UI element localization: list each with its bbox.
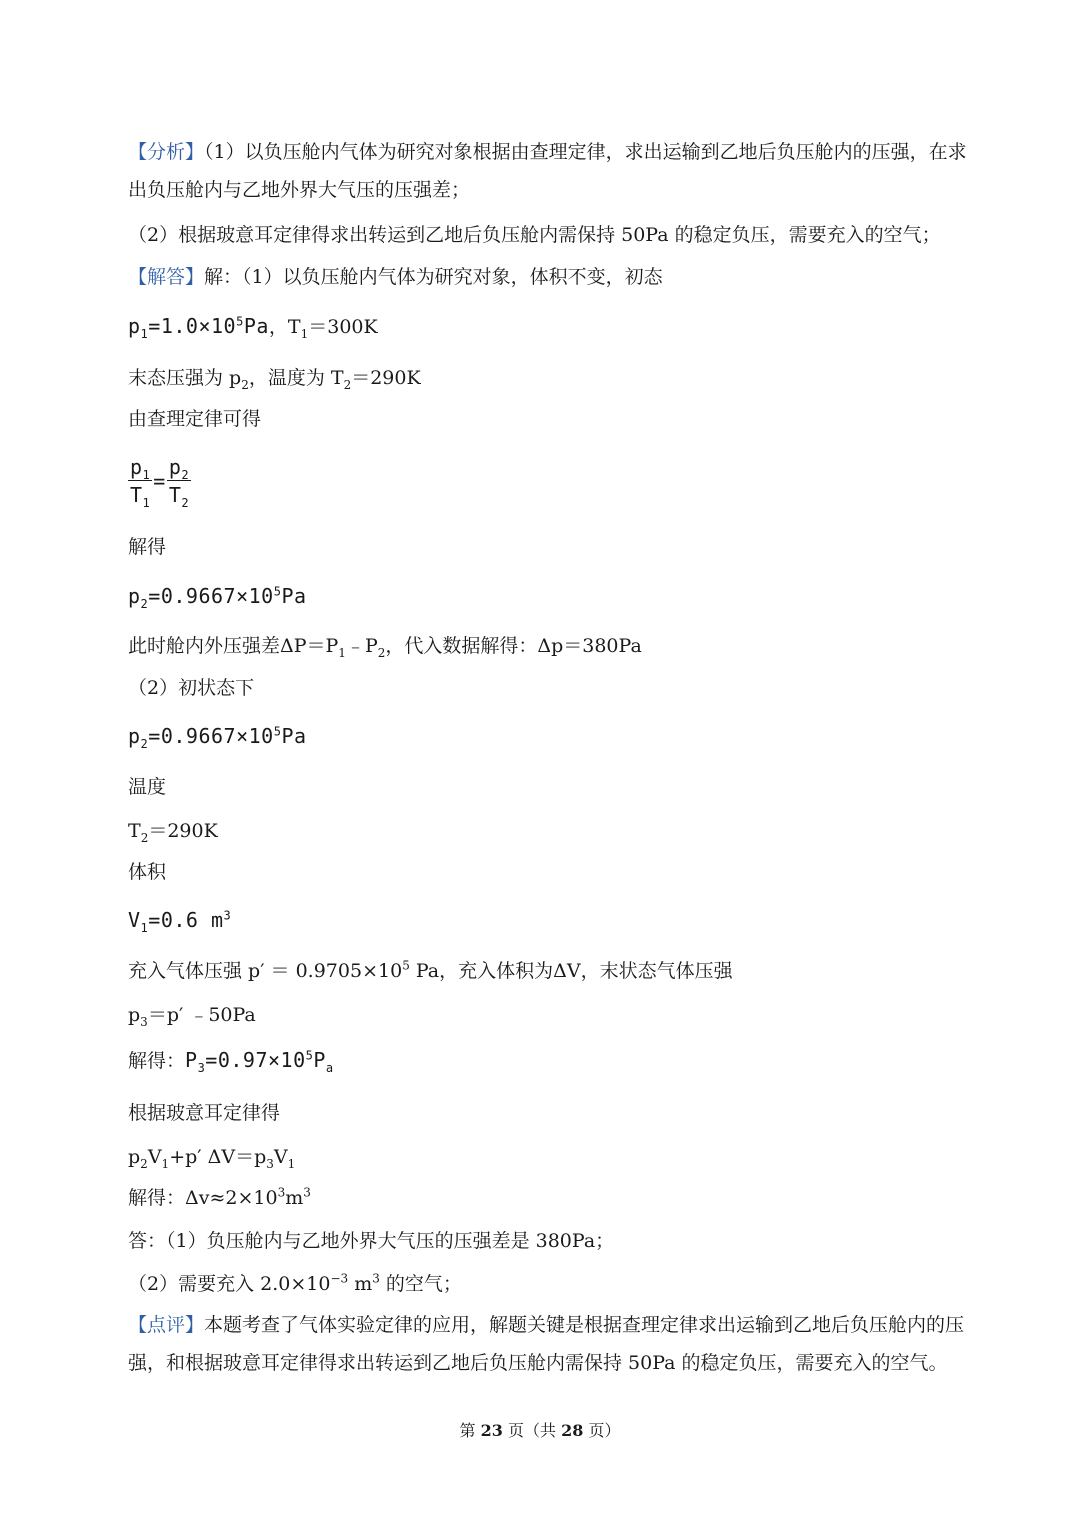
p2-initial-equation: $p_2=0.9667\times 10^5Pa$ [128,724,307,751]
answer-1: 答：（1）负压舱内与乙地外界大气压的压强差是 380Pa； [128,1230,615,1252]
boyle-equation: $p_2V_1+p'$ $\Delta V=p_3V_1$ [128,1146,296,1171]
t2-equation: $T_2=290K$ [128,820,218,845]
pressure-difference-line: 此时舱内外压强差$\Delta P=P_1﹣P_2$，代入数据解得：Δp＝380Pa [128,635,642,660]
analysis-tag: 【分析】 [128,141,205,163]
boyle-law-line: 根据玻意耳定律得 [128,1102,281,1124]
final-state-line: 末态压强为 $p_2$，温度为 $T_2=290K$ [128,367,421,392]
p3-result-line: 解得：$P_3=0.97\times 10^5P_a$ [128,1048,334,1075]
fraction-right: $\frac{p_2}{T_2}$ [168,455,190,510]
analysis-text-2: （2）根据玻意耳定律得求出转运到乙地后负压舱内需保持 50Pa 的稳定负压，需要充入的空气； [128,224,941,246]
answer-2: （2）需要充入 $2.0\times 10^{-3}$ $m^3$ 的空气； [128,1271,462,1295]
solution-tag: 【解答】 [128,266,205,288]
v1-equation: $V_1=0.6$ $m^3$ [128,908,232,935]
solution-intro-line [128,265,663,289]
p2-equation: $p_2=0.9667\times 10^5Pa$ [128,584,307,611]
volume-label: 体积 [128,861,167,883]
p3-equation: $p_3=p'$ ﹣50Pa [128,1004,256,1029]
part2-line: （2）初状态下 [128,677,255,699]
comment-tag: 【点评】 [128,1314,205,1336]
analysis-paragraph [128,133,985,209]
solution-intro: 解：（1）以负压舱内气体为研究对象，体积不变，初态 [204,266,663,288]
fraction-left: $\frac{p_1}{T_1}$ [130,455,151,510]
volume-result-line: 解得：$\Delta v\approx 2\times 10^3m^3$ [128,1185,311,1209]
comment-paragraph [128,1306,985,1382]
fill-pressure-line: 充入气体压强 $p' = 0.9705\times 10^5$ Pa，充入体积为ΔV，末状态气体压强 [128,958,733,982]
page-footer: 第 23 页（共 28 页） [459,1421,621,1440]
charles-law-line: 由查理定律可得 [128,408,262,430]
total-pages: 28 [561,1421,584,1440]
page-number: 23 [480,1421,503,1440]
solve-label-1: 解得 [128,536,167,558]
analysis-text-1: （1）以负压舱内气体为研究对象根据由查理定律，求出运输到乙地后负压舱内的压强，在求出负压舱内与乙地外界大气压的压强差； [128,141,967,201]
temperature-label: 温度 [128,776,167,798]
comment-text: 本题考查了气体实验定律的应用，解题关键是根据查理定律求出运输到乙地后负压舱内的压强，和根据玻意耳定律得求出转运到乙地后负压舱内需保持 50Pa 的稳定负压，需要充入的空气。 [128,1314,965,1374]
p1-equation: $p_1=1.0\times 10^5Pa$，$T_1=300K$ [128,314,378,341]
charles-fraction: $\frac{p_1}{T_1}$ = $\frac{p_2}{T_2}$ [130,455,190,510]
